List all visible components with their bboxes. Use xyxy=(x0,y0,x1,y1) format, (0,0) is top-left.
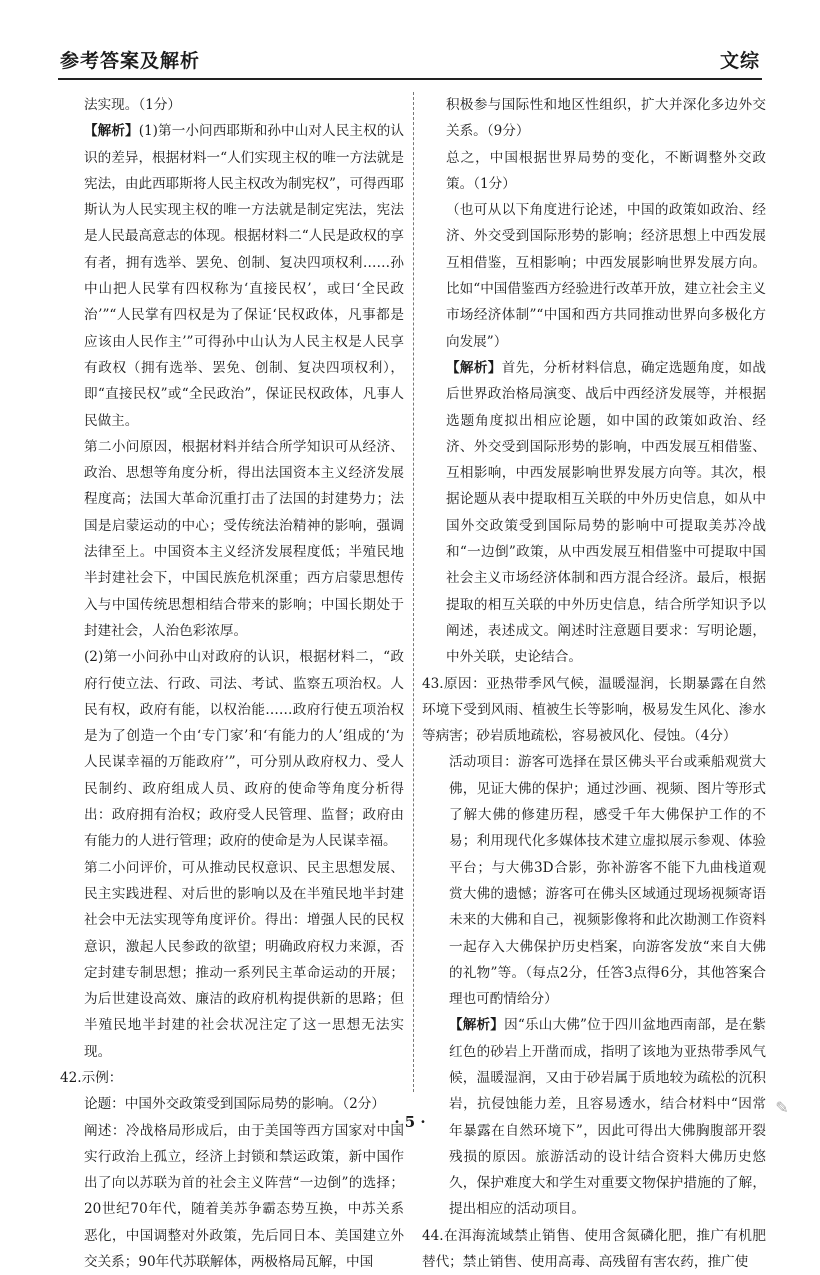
paragraph-text: 活动项目：游客可选择在景区佛头平台或乘船观赏大佛，见证大佛的保护；通过沙画、视频、图片等形式了解大佛的修建历程，感受千年大佛保护工作的不易；利用现代化多媒体技术建立虚拟展示参观、体验平台；与大佛3D合影，弥补游客不能下九曲栈道观赏大佛的遗憾；游客可在佛头区域通过现场视频寄语未来的大佛和自己，视频影像将和此次勘测工作资料一起存入大佛保护历史档案，向游客发放“来自大佛的礼物”等。（每点2分，任答3点得6分，其他答案合理也可酌情给分） xyxy=(449,754,766,1008)
paragraph-text: (1)第一小问西耶斯和孙中山对人民主权的认识的差异，根据材料一“人们实现主权的唯一方法就是宪法，由此西耶斯将人民主权改为制宪权”，可得西耶斯认为人民实现主权的唯一方法就是制定宪法，宪法是人民最高意志的体现。根据材料二“人民是政权的享有者，拥有选举、罢免、创制、复决四项权利……孙中山把人民掌有四权称为‘直接民权’，或曰‘全民政治’”“人民掌有四权是为了保证‘民权政体，凡事都是应该由人民作主’”可得孙中山认为人民主权是人民享有政权（拥有选举、罢免、创制、复决四项权利），即“直接民权”或“全民政治”，保证民权政体，凡事人民做主。 xyxy=(84,123,404,429)
paragraph-text: 阐述：冷战格局形成后，由于美国等西方国家对中国实行政治上孤立，经济上封锁和禁运政策，新中国作出了向以苏联为首的社会主义阵营“一边倒”的选择；20世纪70年代，随着美苏争霸态势互换，中苏关系恶化，中国调整对外政策，先后同日本、美国建立外交关系；90年代苏联解体，两极格局瓦解，中国 xyxy=(84,1122,404,1271)
paragraph xyxy=(60,1065,404,1091)
paragraph-text: 总之，中国根据世界局势的变化，不断调整外交政策。（1分） xyxy=(446,149,766,192)
analysis-tag: 【解析】 xyxy=(84,123,139,140)
paragraph-text: 42.示例： xyxy=(60,1069,123,1086)
paragraph-text: 积极参与国际性和地区性组织，扩大并深化多边外交关系。（9分） xyxy=(446,97,766,140)
paragraph xyxy=(422,355,766,671)
paragraph-text: 第二小问评价，可从推动民权意识、民主思想发展、民主实践进程、对后世的影响以及在半殖民地半封建社会中无法实现等角度评价。得出：增强人民的民权意识，激起人民参政的欲望；明确政府权力来源，否定封建专制思想；推动一系列民主革命运动的开展；为后世建设高效、廉洁的政府机构提供新的思路；但半殖民地半封建的社会状况注定了这一思想无法实现。 xyxy=(84,859,404,1060)
paragraph xyxy=(422,1223,766,1275)
paragraph-text: 44.在洱海流域禁止销售、使用含氮磷化肥，推广有机肥替代；禁止销售、使用高毒、高残留有害农药，推广使 xyxy=(422,1227,766,1271)
paragraph xyxy=(422,145,766,198)
paragraph xyxy=(60,644,404,854)
right-column xyxy=(422,92,766,1275)
analysis-tag: 【解析】 xyxy=(449,1017,505,1034)
paragraph-text: （也可从以下角度进行论述，中国的政策如政治、经济、外交受到国际形势的影响；经济思想上中西发展互相借鉴，互相影响；中西发展影响世界发展方向。比如“中国借鉴西方经验进行改革开放，建立社会主义市场经济体制”“中国和西方共同推动世界向多极化方向发展”） xyxy=(446,202,766,350)
paragraph-text: (2)第一小问孙中山对政府的认识，根据材料二，“政府行使立法、行政、司法、考试、监察五项治权。人民有权，政府有能，以权治能……政府行使五项治权是为了创造一个由‘专门家’和‘有能力的人’组成的‘为人民谋幸福的万能政府’”，可分别从政府权力、受人民制约、政府组成人员、政府的使命等角度分析得出：政府拥有治权；政府受人民管理、监督；政府由有能力的人进行管理；政府的使命是为人民谋幸福。 xyxy=(84,649,404,850)
header-rule xyxy=(58,78,762,80)
paragraph-text: 第二小问原因，根据材料并结合所学知识可从经济、政治、思想等角度分析，得出法国资本主义经济发展程度高；法国大革命沉重打击了法国的封建势力；法国是启蒙运动的中心；受传统法治精神的影响，强调法律至上。中国资本主义经济发展程度低；半殖民地半封建社会下，中国民族危机深重；西方启蒙思想传入与中国传统思想相结合带来的影响；中国长期处于封建社会，人治色彩浓厚。 xyxy=(84,438,404,639)
analysis-tag: 【解析】 xyxy=(446,359,502,376)
paragraph xyxy=(422,749,766,1012)
page-header xyxy=(58,28,762,80)
left-column xyxy=(60,92,404,1275)
paragraph-text: 43.原因：亚热带季风气候，温暖湿润，长期暴露在自然环境下受到风雨、植被生长等影响，极易发生风化、渗水等病害；砂岩质地疏松，容易被风化、侵蚀。（4分） xyxy=(422,675,766,745)
paragraph xyxy=(422,92,766,145)
watermark-icon: ✎ xyxy=(775,1098,789,1117)
column-divider xyxy=(413,92,414,1092)
paragraph-text: 论题：中国外交政策受到国际局势的影响。（2分） xyxy=(84,1096,385,1113)
paragraph xyxy=(422,197,766,355)
paragraph xyxy=(60,434,404,644)
paragraph-text: 法实现。（1分） xyxy=(84,97,182,113)
header-title: 参考答案及解析 xyxy=(60,50,201,72)
paragraph xyxy=(60,855,404,1065)
paragraph xyxy=(422,671,766,750)
paragraph-text: 首先，分析材料信息，确定选题角度，如战后世界政治格局演变、战后中西经济发展等，并根据选题角度拟出相应论题，如中国的政策如政治、经济、外交受到国际形势的影响，中西发展互相借鉴、互相影响，中西发展影响世界发展方向等。其次，根据论题从表中提取相互关联的中外历史信息，如从中国外交政策受到国际局势的影响中可提取美苏冷战和“一边倒”政策，从中西发展互相借鉴中可提取中国社会主义市场经济体制和西方混合经济。最后，根据提取的相互关联的中外历史信息，结合所学知识予以阐述，表述成文。阐述时注意题目要求：写明论题，中外关联，史论结合。 xyxy=(446,359,767,666)
paragraph xyxy=(60,1118,404,1275)
paragraph xyxy=(60,118,404,434)
watermark-logo xyxy=(756,1098,808,1142)
header-subject: 文综 xyxy=(719,50,760,72)
paragraph-text: 因“乐山大佛”位于四川盆地西南部，是在紫红色的砂岩上开凿而成，指明了该地为亚热带季风气候，温暖湿润，又由于砂岩属于质地较为疏松的沉积岩，抗侵蚀能力差，且容易透水，结合材料中“因常年暴露在自然环境下”，因此可得出大佛胸腹部开裂残损的原因。旅游活动的设计结合资料大佛历史悠久，保护难度大和学生对重要文物保护措施的了解，提出相应的活动项目。 xyxy=(449,1017,766,1218)
paragraph xyxy=(60,92,404,118)
page-number: · 5 · xyxy=(394,1113,426,1131)
